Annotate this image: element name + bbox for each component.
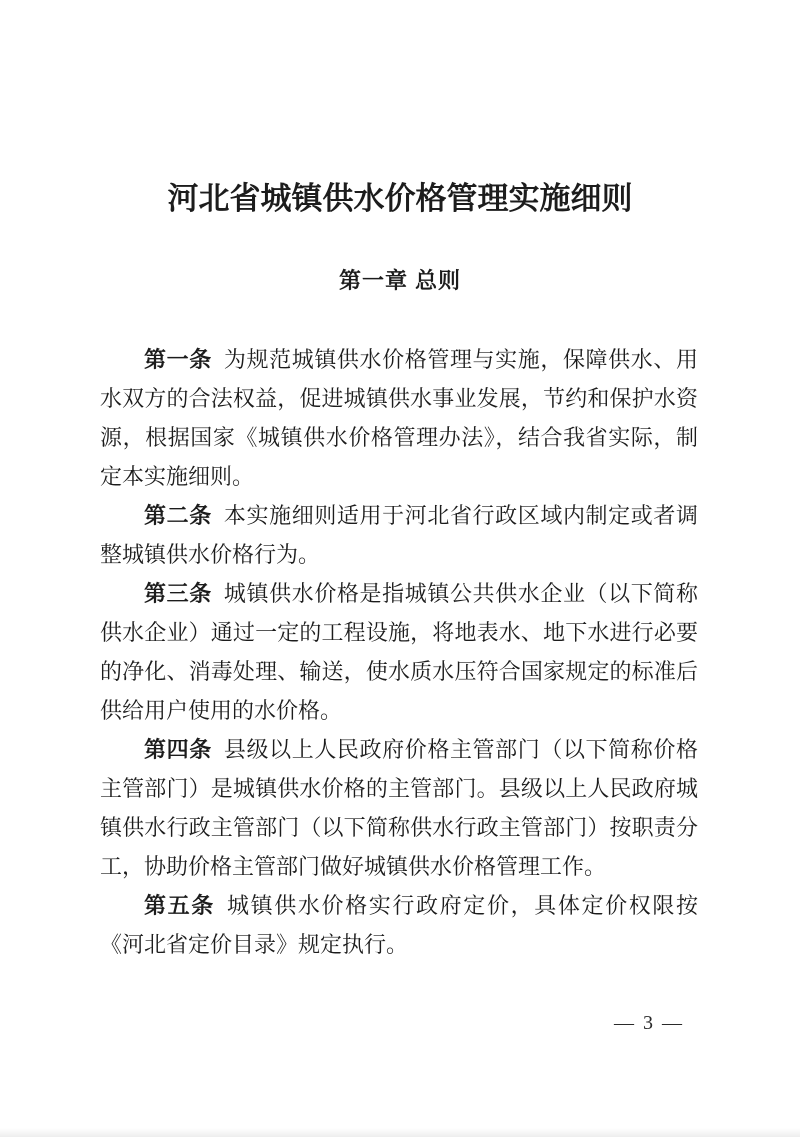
document-body — [100, 340, 698, 964]
article-paragraph-5 — [100, 886, 698, 964]
scan-edge-artifact — [0, 1128, 800, 1137]
page-number: — 3 — — [614, 1012, 684, 1034]
article-number-3: 第三条 — [144, 581, 212, 606]
article-text-1: 为规范城镇供水价格管理与实施，保障供水、用水双方的合法权益，促进城镇供水事业发展，节约和保护水资源，根据国家《城镇供水价格管理办法》，结合我省实际，制定本实施细则。 — [100, 347, 698, 489]
article-number-2: 第二条 — [144, 503, 212, 528]
article-text-5: 城镇供水价格实行政府定价，具体定价权限按《河北省定价目录》规定执行。 — [100, 893, 698, 957]
article-number-4: 第四条 — [144, 737, 212, 762]
article-text-2: 本实施细则适用于河北省行政区域内制定或者调整城镇供水价格行为。 — [100, 503, 698, 567]
article-text-4: 县级以上人民政府价格主管部门（以下简称价格主管部门）是城镇供水价格的主管部门。县级以上人民政府城镇供水行政主管部门（以下简称供水行政主管部门）按职责分工，协助价格主管部门做好城镇供水价格管理工作。 — [100, 737, 698, 879]
article-number-5: 第五条 — [144, 893, 215, 918]
chapter-heading: 第一章 总则 — [338, 268, 462, 293]
article-paragraph-3 — [100, 574, 698, 730]
article-number-1: 第一条 — [144, 347, 212, 372]
article-text-3: 城镇供水价格是指城镇公共供水企业（以下简称供水企业）通过一定的工程设施，将地表水、地下水进行必要的净化、消毒处理、输送，使水质水压符合国家规定的标准后供给用户使用的水价格。 — [100, 581, 698, 723]
article-paragraph-1 — [100, 340, 698, 496]
document-title: 河北省城镇供水价格管理实施细则 — [167, 181, 633, 216]
article-paragraph-2 — [100, 496, 698, 574]
article-paragraph-4 — [100, 730, 698, 886]
